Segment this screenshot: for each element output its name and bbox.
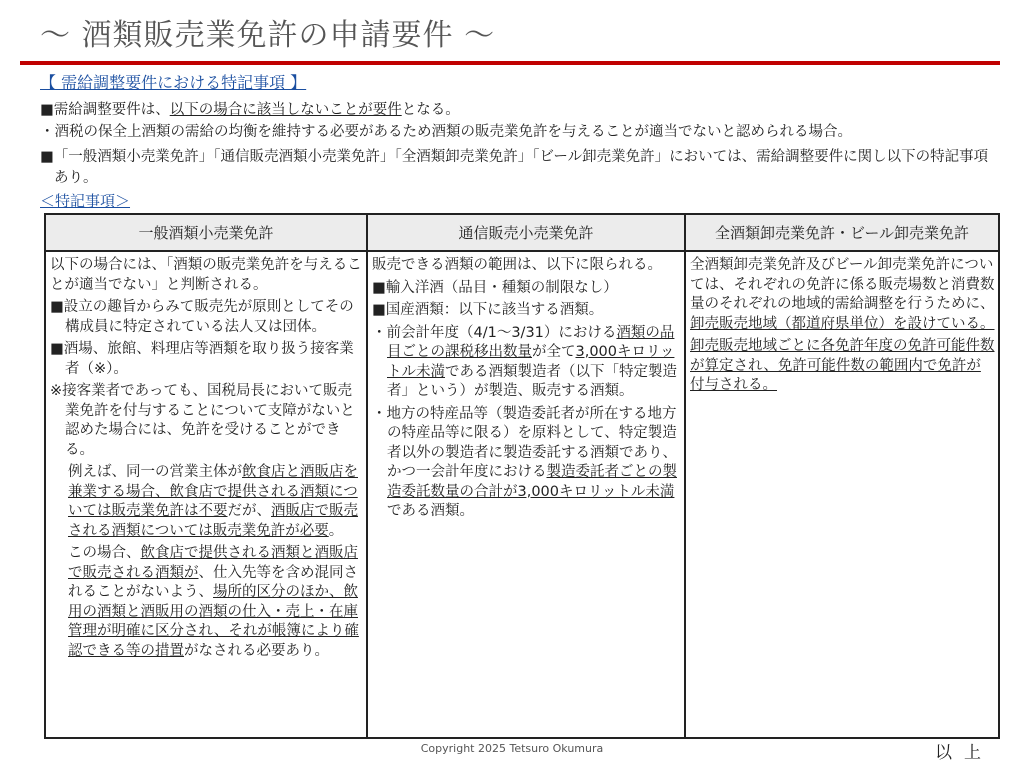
special-notes-table <box>44 213 1000 739</box>
cell-general-retail <box>45 251 367 738</box>
lead-requirement-prefix: ■需給調整要件は、 <box>40 102 170 118</box>
general-retail-measures <box>50 544 363 661</box>
example-text: 。 <box>328 522 344 539</box>
lead-requirement <box>40 100 460 121</box>
lead-special-note: ■「一般酒類小売業免許」「通信販売酒類小売業免許」「全酒類卸売業免許」「ビール卸売業免許」においては、需給調整要件に関し以下の特記事項あり。 <box>40 149 989 186</box>
mail-order-item-domestic: ■国産酒類：以下に該当する酒類。 <box>372 302 604 318</box>
general-retail-intro: 以下の場合には、「酒類の販売業免許を与えることが適当でない」と判断される。 <box>50 257 362 293</box>
condition-text: ・前会計年度（4/1～3/31）における <box>372 324 617 341</box>
header-general-retail: 一般酒類小売業免許 <box>45 214 367 251</box>
title-divider <box>20 61 1000 65</box>
header-wholesale: 全酒類卸売業免許・ビール卸売業免許 <box>685 214 999 251</box>
wholesale-region <box>690 256 995 334</box>
general-retail-item-corporation: ■設立の趣旨からみて販売先が原則としてその構成員に特定されている法人又は団体。 <box>50 299 354 335</box>
end-mark: 以上 <box>935 743 993 763</box>
measures-text: がなされる必要あり。 <box>184 642 329 659</box>
page-title: 〜 酒類販売業免許の申請要件 〜 <box>40 18 496 53</box>
special-notes-label: ＜特記事項＞ <box>40 192 131 210</box>
example-underlined: 飲食店と酒販店を兼業する場合、飲食店で提供される酒類については販売業免許は不要 <box>68 464 358 519</box>
lead-requirement-suffix: となる。 <box>401 102 460 118</box>
measures-underlined: 場所的区分のほか、飲用の酒類と酒販用の酒類の仕入・売上・在庫管理が明確に区分され、それが帳簿により確認できる等の措置 <box>68 584 359 659</box>
wholesale-underlined: 卸売販売地域（都道府県単位）を設けている。 <box>690 315 995 332</box>
condition-underlined: 3,000キロリットル未満 <box>387 344 675 380</box>
example-text: だが、 <box>227 503 271 519</box>
condition-text: である酒類製造者（以下「特定製造者」という）が製造、販売する酒類。 <box>387 363 677 399</box>
mail-order-intro: 販売できる酒類の範囲は、以下に限られる。 <box>372 257 662 273</box>
table-header-row <box>45 214 999 251</box>
condition-text: である酒類。 <box>387 503 474 519</box>
header-mail-order-retail: 通信販売小売業免許 <box>367 214 685 251</box>
mail-order-condition-regional <box>372 405 681 522</box>
general-retail-exception: ※接客業者であっても、国税局長において販売業免許を付与することについて支障がないと認めた場合には、免許を受けることができる。 <box>50 383 355 458</box>
measures-underlined: 飲食店で提供される酒類と酒販店で販売される酒類が <box>68 545 358 581</box>
general-retail-example <box>50 463 363 541</box>
lead-condition: ・酒税の保全上酒類の需給の均衡を維持する必要があるため酒類の販売業免許を与えることが適当でないと認められる場合。 <box>40 124 852 140</box>
wholesale-text: 全酒類卸売業免許及びビール卸売業免許については、それぞれの免許に係る販売場数と消費数量のそれぞれの地域的需給調整を行うために、 <box>690 257 995 312</box>
cell-mail-order-retail <box>367 251 685 738</box>
example-underlined: 酒販店で販売される酒類については販売業免許が必要 <box>68 503 358 539</box>
condition-underlined: 酒類の品目ごとの課税移出数量 <box>387 324 675 360</box>
mail-order-item-imported: ■輸入洋酒（品目・種類の制限なし） <box>372 279 618 296</box>
condition-text: ・地方の特産品等（製造委託者が所在する地方の特産品等に限る）を原料として、特定製造者以外の製造者に製造委託する酒類であり、かつ一会計年度における <box>372 405 677 480</box>
table-body-row <box>45 251 999 738</box>
section-title: 【 需給調整要件における特記事項 】 <box>40 73 307 92</box>
mail-order-condition-production <box>372 324 681 402</box>
cell-wholesale <box>685 251 999 738</box>
condition-underlined: 製造委託者ごとの製造委託数量の合計が3,000キロリットル未満 <box>387 464 677 500</box>
wholesale-quota: 卸売販売地域ごとに各免許年度の免許可能件数が算定され、免許可能件数の範囲内で免許が付与される。 <box>690 338 995 393</box>
example-text: 例えば、同一の営業主体が <box>68 464 242 480</box>
lead-requirement-key: 以下の場合に該当しないことが要件 <box>169 102 402 118</box>
measures-text: 、仕入先等を含め混同されることがないよう、 <box>68 564 358 600</box>
condition-text: が全て <box>532 344 576 360</box>
copyright-footer: Copyright 2025 Tetsuro Okumura <box>420 742 604 755</box>
general-retail-item-hospitality: ■酒場、旅館、料理店等酒類を取り扱う接客業者（※）。 <box>50 341 354 377</box>
measures-text: この場合、 <box>68 545 141 561</box>
